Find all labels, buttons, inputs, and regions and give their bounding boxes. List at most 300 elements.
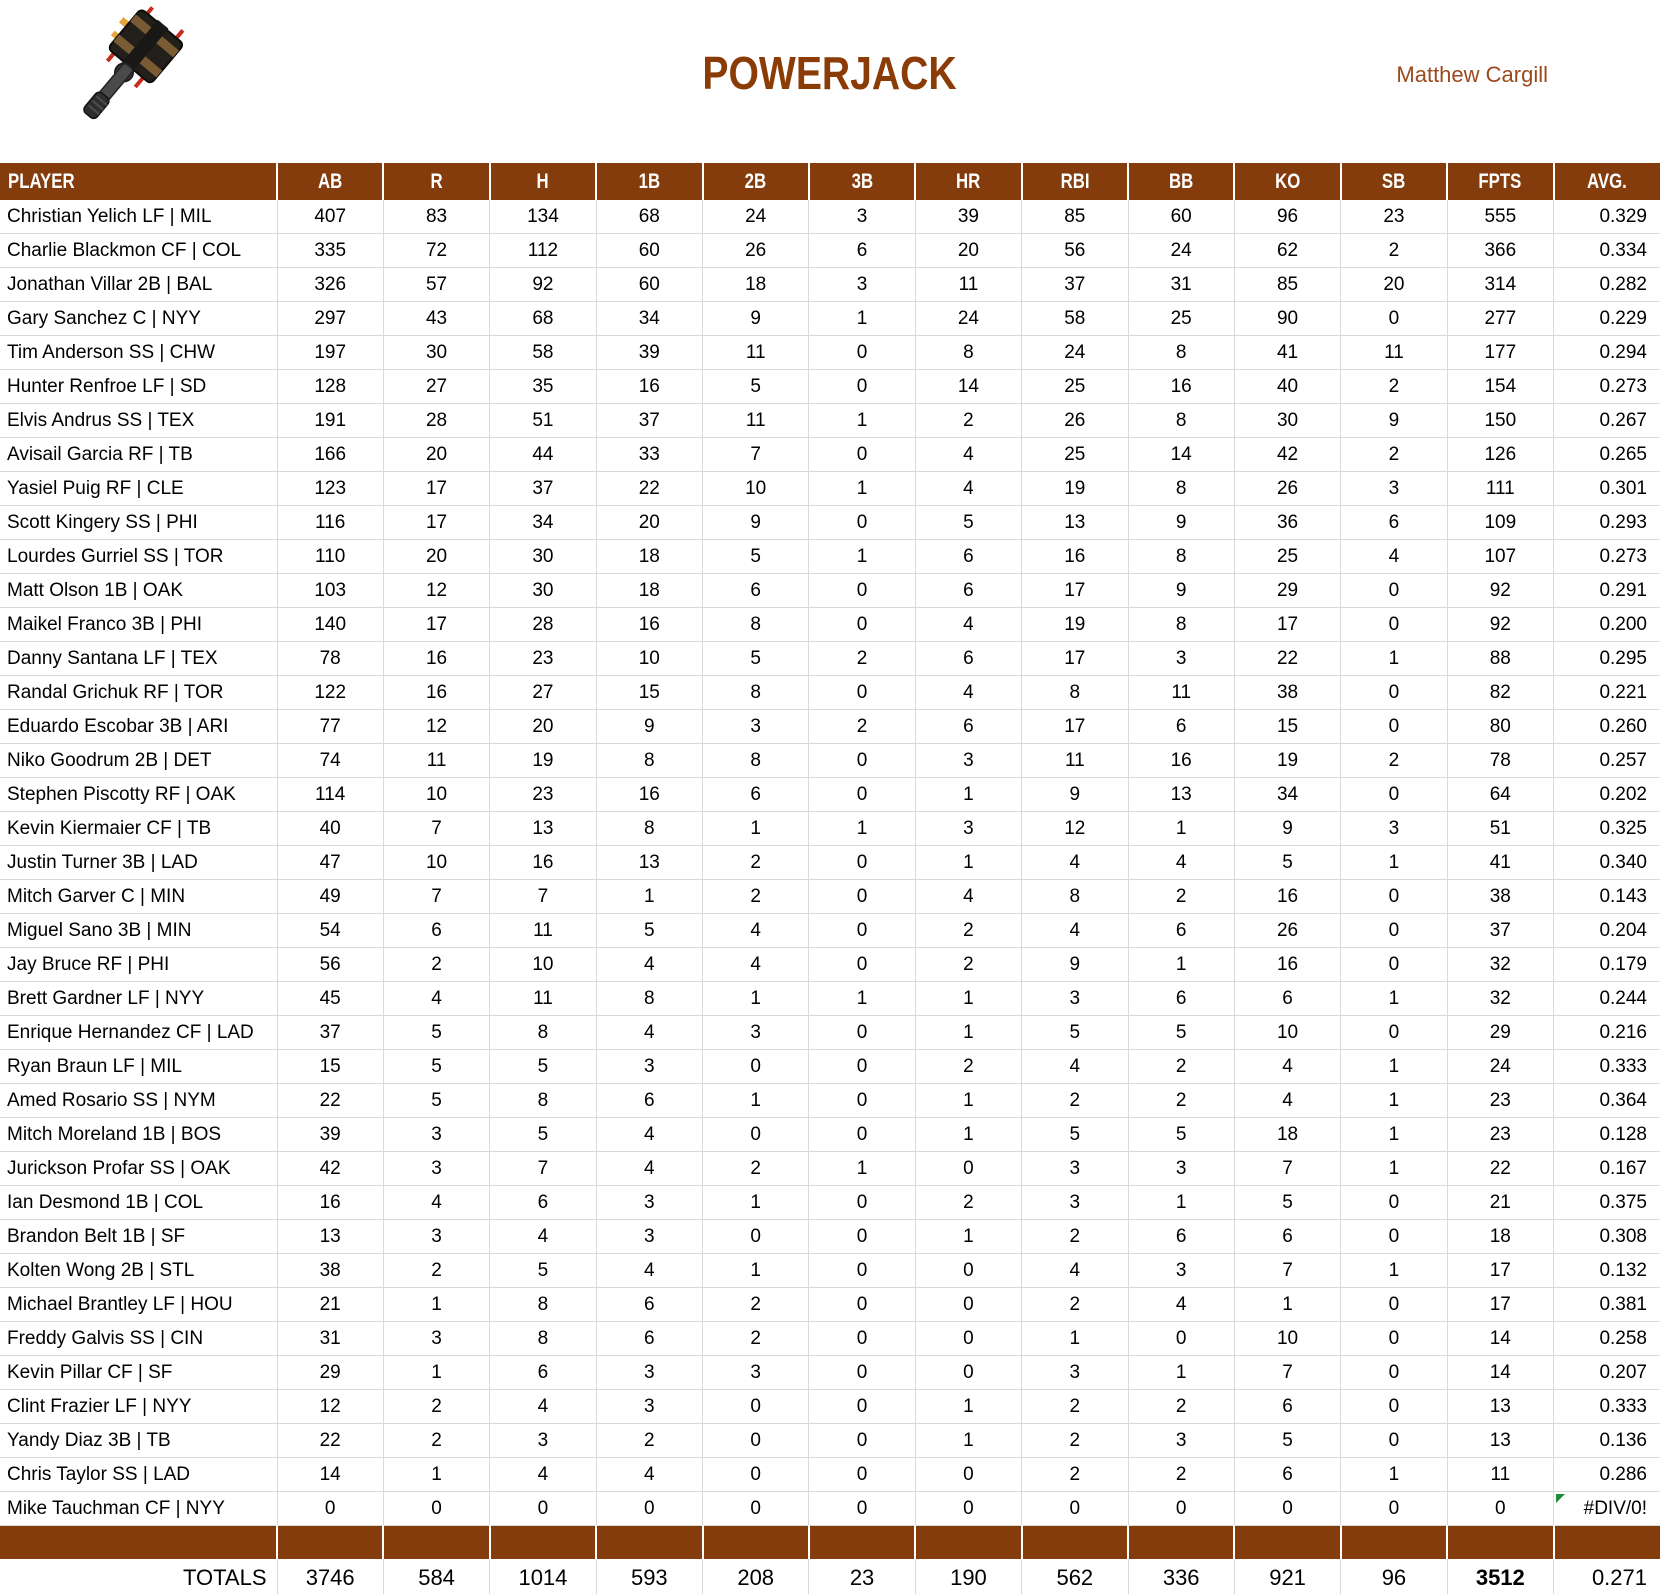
stat-cell: 2 — [703, 1322, 809, 1356]
stat-cell: 18 — [1447, 1220, 1553, 1254]
stat-cell: 12 — [383, 574, 489, 608]
stat-cell: 2 — [1341, 438, 1447, 472]
stat-cell: 17 — [1022, 710, 1128, 744]
stat-cell: 1 — [915, 1016, 1021, 1050]
table-row — [0, 846, 1660, 880]
stat-cell: 17 — [383, 608, 489, 642]
stat-cell: 123 — [277, 472, 383, 506]
stat-cell: 5 — [1022, 1118, 1128, 1152]
table-row — [0, 438, 1660, 472]
stat-cell: 1 — [915, 1220, 1021, 1254]
totals-stat-cell: 208 — [703, 1559, 809, 1594]
stat-cell: 4 — [703, 914, 809, 948]
stat-cell: 0 — [915, 1254, 1021, 1288]
stat-cell: 6 — [1128, 710, 1234, 744]
stat-cell: 8 — [1128, 608, 1234, 642]
stat-cell: 5 — [703, 540, 809, 574]
stat-cell: 5 — [1234, 1186, 1340, 1220]
table-row — [0, 1016, 1660, 1050]
stat-cell: 2 — [1128, 1390, 1234, 1424]
stat-cell: 0 — [809, 1050, 915, 1084]
stat-cell: 2 — [915, 1186, 1021, 1220]
stat-cell: 4 — [490, 1390, 596, 1424]
stat-cell: 1 — [1022, 1322, 1128, 1356]
stat-cell: 24 — [915, 302, 1021, 336]
stat-cell: 6 — [1234, 982, 1340, 1016]
stat-cell: 4 — [915, 880, 1021, 914]
stat-cell: 3 — [596, 1220, 702, 1254]
stat-cell: 8 — [596, 982, 702, 1016]
stat-cell: 14 — [915, 370, 1021, 404]
stat-cell: 3 — [596, 1050, 702, 1084]
stat-cell: 4 — [1022, 1254, 1128, 1288]
stat-cell: 4 — [703, 948, 809, 982]
stat-cell: 0.294 — [1554, 336, 1660, 370]
stat-cell: 51 — [1447, 812, 1553, 846]
stat-cell: 0 — [809, 846, 915, 880]
player-name-cell: Kevin Pillar CF | SF — [0, 1356, 277, 1390]
stat-cell: 0.291 — [1554, 574, 1660, 608]
stat-cell: 0 — [1341, 880, 1447, 914]
stat-cell: 107 — [1447, 540, 1553, 574]
table-row — [0, 608, 1660, 642]
stat-cell: 39 — [277, 1118, 383, 1152]
stat-cell: 4 — [596, 1016, 702, 1050]
player-name-cell: Matt Olson 1B | OAK — [0, 574, 277, 608]
stat-cell: 24 — [703, 200, 809, 234]
stat-cell: 0.216 — [1554, 1016, 1660, 1050]
stat-cell: 25 — [1022, 438, 1128, 472]
stat-cell: 26 — [1234, 472, 1340, 506]
stat-cell: 6 — [596, 1322, 702, 1356]
stat-cell: 326 — [277, 268, 383, 302]
stat-cell: 0 — [277, 1492, 383, 1526]
stat-cell: 0 — [1341, 1424, 1447, 1458]
stat-cell: 38 — [1447, 880, 1553, 914]
stat-cell: 6 — [1234, 1390, 1340, 1424]
stat-cell: 3 — [1341, 472, 1447, 506]
separator-cell — [0, 1526, 277, 1560]
stat-cell: 10 — [1234, 1322, 1340, 1356]
stat-cell: 12 — [277, 1390, 383, 1424]
stat-cell: 0.282 — [1554, 268, 1660, 302]
column-header-label: 3B — [851, 169, 873, 193]
stat-cell: 31 — [277, 1322, 383, 1356]
stat-cell: 8 — [703, 608, 809, 642]
player-name-cell: Brett Gardner LF | NYY — [0, 982, 277, 1016]
stat-cell: 6 — [915, 574, 1021, 608]
stat-cell: 7 — [703, 438, 809, 472]
stat-cell: 3 — [809, 200, 915, 234]
stat-cell: 3 — [383, 1118, 489, 1152]
stat-cell: 8 — [1022, 880, 1128, 914]
table-row — [0, 1322, 1660, 1356]
table-row — [0, 506, 1660, 540]
stat-cell: 8 — [915, 336, 1021, 370]
totals-stat-cell: 0.271 — [1554, 1559, 1660, 1594]
stat-cell: 16 — [596, 608, 702, 642]
stat-cell: 0 — [1341, 302, 1447, 336]
stat-cell: 0 — [809, 1254, 915, 1288]
stat-cell: 8 — [596, 812, 702, 846]
stat-cell: 9 — [1128, 506, 1234, 540]
column-header-label: PLAYER — [8, 169, 75, 193]
stat-cell: 7 — [1234, 1356, 1340, 1390]
stat-cell: 0.244 — [1554, 982, 1660, 1016]
column-header-hr — [915, 163, 1021, 200]
stat-cell: 4 — [596, 1254, 702, 1288]
stat-cell: 17 — [383, 506, 489, 540]
table-row — [0, 302, 1660, 336]
stat-cell: 0 — [915, 1356, 1021, 1390]
player-name-cell: Scott Kingery SS | PHI — [0, 506, 277, 540]
stat-cell: 5 — [1022, 1016, 1128, 1050]
stat-cell: 3 — [1022, 982, 1128, 1016]
stat-cell: 8 — [490, 1084, 596, 1118]
stat-cell: 16 — [1234, 880, 1340, 914]
stat-cell: 0 — [1128, 1322, 1234, 1356]
player-name-cell: Mike Tauchman CF | NYY — [0, 1492, 277, 1526]
stat-cell: 24 — [1447, 1050, 1553, 1084]
stat-cell: 10 — [1234, 1016, 1340, 1050]
stat-cell: 0.136 — [1554, 1424, 1660, 1458]
stat-cell: 26 — [1022, 404, 1128, 438]
player-name-cell: Charlie Blackmon CF | COL — [0, 234, 277, 268]
stat-cell: 8 — [1128, 336, 1234, 370]
stat-cell: 11 — [490, 982, 596, 1016]
stat-cell: 16 — [383, 642, 489, 676]
stat-cell: 18 — [596, 540, 702, 574]
column-header-label: SB — [1382, 169, 1406, 193]
column-header-label: R — [430, 169, 443, 193]
stat-cell: 0.267 — [1554, 404, 1660, 438]
stat-cell: 35 — [490, 370, 596, 404]
stat-cell: 0.308 — [1554, 1220, 1660, 1254]
stat-cell: 0 — [915, 1458, 1021, 1492]
stat-cell: 47 — [277, 846, 383, 880]
stat-cell: 22 — [277, 1424, 383, 1458]
separator-cell — [596, 1526, 702, 1560]
stat-cell: 56 — [277, 948, 383, 982]
stat-cell: #DIV/0! — [1554, 1492, 1660, 1526]
player-name-cell: Lourdes Gurriel SS | TOR — [0, 540, 277, 574]
stat-cell: 72 — [383, 234, 489, 268]
table-row — [0, 710, 1660, 744]
stat-cell: 6 — [383, 914, 489, 948]
player-name-cell: Justin Turner 3B | LAD — [0, 846, 277, 880]
player-name-cell: Amed Rosario SS | NYM — [0, 1084, 277, 1118]
stat-cell: 8 — [703, 676, 809, 710]
stat-cell: 4 — [596, 1152, 702, 1186]
stat-cell: 0 — [809, 778, 915, 812]
stat-cell: 19 — [1234, 744, 1340, 778]
stat-cell: 23 — [1341, 200, 1447, 234]
column-header-label: KO — [1274, 169, 1301, 193]
stat-cell: 64 — [1447, 778, 1553, 812]
stat-cell: 22 — [1447, 1152, 1553, 1186]
stat-cell: 14 — [1447, 1322, 1553, 1356]
totals-stat-cell: 3746 — [277, 1559, 383, 1594]
stat-cell: 0 — [1341, 1492, 1447, 1526]
stat-cell: 0 — [1341, 1356, 1447, 1390]
separator-cell — [383, 1526, 489, 1560]
separator-cell — [1022, 1526, 1128, 1560]
totals-stat-cell: 921 — [1234, 1559, 1340, 1594]
table-row — [0, 914, 1660, 948]
table-row — [0, 1458, 1660, 1492]
stat-cell: 0 — [915, 1322, 1021, 1356]
stat-cell: 10 — [703, 472, 809, 506]
stat-cell: 0 — [809, 506, 915, 540]
stat-cell: 54 — [277, 914, 383, 948]
stat-cell: 0 — [809, 880, 915, 914]
stat-cell: 16 — [383, 676, 489, 710]
player-name-cell: Tim Anderson SS | CHW — [0, 336, 277, 370]
stat-cell: 57 — [383, 268, 489, 302]
stat-cell: 0 — [703, 1050, 809, 1084]
stat-cell: 2 — [1022, 1458, 1128, 1492]
player-rows — [0, 200, 1660, 1594]
stat-cell: 1 — [809, 982, 915, 1016]
stat-cell: 96 — [1234, 200, 1340, 234]
stat-cell: 23 — [1447, 1118, 1553, 1152]
stat-cell: 9 — [1234, 812, 1340, 846]
table-row — [0, 200, 1660, 234]
table-row — [0, 744, 1660, 778]
column-header-h — [490, 163, 596, 200]
stat-cell: 4 — [596, 1458, 702, 1492]
stat-cell: 177 — [1447, 336, 1553, 370]
stat-cell: 154 — [1447, 370, 1553, 404]
stat-cell: 41 — [1447, 846, 1553, 880]
stat-cell: 3 — [1341, 812, 1447, 846]
stat-cell: 0 — [809, 948, 915, 982]
stat-cell: 110 — [277, 540, 383, 574]
player-name-cell: Brandon Belt 1B | SF — [0, 1220, 277, 1254]
stat-cell: 6 — [915, 642, 1021, 676]
stat-cell: 21 — [277, 1288, 383, 1322]
stat-cell: 0.334 — [1554, 234, 1660, 268]
stat-cell: 2 — [1128, 1084, 1234, 1118]
stat-cell: 29 — [277, 1356, 383, 1390]
stat-cell: 0.229 — [1554, 302, 1660, 336]
separator-cell — [703, 1526, 809, 1560]
stat-cell: 3 — [383, 1220, 489, 1254]
stat-cell: 1 — [1341, 1152, 1447, 1186]
stat-cell: 0 — [915, 1152, 1021, 1186]
stat-cell: 2 — [915, 914, 1021, 948]
stat-cell: 15 — [596, 676, 702, 710]
stat-cell: 0 — [703, 1220, 809, 1254]
column-header-fpts — [1447, 163, 1553, 200]
stat-cell: 0.301 — [1554, 472, 1660, 506]
stat-cell: 31 — [1128, 268, 1234, 302]
stat-cell: 1 — [1234, 1288, 1340, 1322]
stat-cell: 126 — [1447, 438, 1553, 472]
stat-cell: 1 — [703, 982, 809, 1016]
totals-stat-cell: 3512 — [1447, 1559, 1553, 1594]
table-row — [0, 234, 1660, 268]
stat-cell: 2 — [1022, 1424, 1128, 1458]
stat-cell: 22 — [1234, 642, 1340, 676]
stat-cell: 5 — [490, 1050, 596, 1084]
player-name-cell: Kevin Kiermaier CF | TB — [0, 812, 277, 846]
column-header-1b — [596, 163, 702, 200]
stat-cell: 0 — [1341, 1322, 1447, 1356]
player-name-cell: Jay Bruce RF | PHI — [0, 948, 277, 982]
stat-cell: 7 — [490, 880, 596, 914]
column-header-rbi — [1022, 163, 1128, 200]
totals-stat-cell: 593 — [596, 1559, 702, 1594]
stat-cell: 7 — [383, 812, 489, 846]
stat-cell: 13 — [490, 812, 596, 846]
stat-cell: 0 — [809, 370, 915, 404]
stat-cell: 2 — [1022, 1288, 1128, 1322]
table-row — [0, 540, 1660, 574]
stat-cell: 3 — [703, 710, 809, 744]
stat-cell: 0.202 — [1554, 778, 1660, 812]
stat-cell: 2 — [383, 1424, 489, 1458]
totals-stat-cell: 96 — [1341, 1559, 1447, 1594]
stat-cell: 366 — [1447, 234, 1553, 268]
stat-cell: 16 — [1234, 948, 1340, 982]
stat-cell: 92 — [1447, 608, 1553, 642]
stat-cell: 78 — [1447, 744, 1553, 778]
stat-cell: 8 — [490, 1322, 596, 1356]
stat-cell: 8 — [1128, 540, 1234, 574]
stat-cell: 2 — [703, 1288, 809, 1322]
totals-stat-cell: 336 — [1128, 1559, 1234, 1594]
stat-cell: 0 — [915, 1288, 1021, 1322]
stat-cell: 140 — [277, 608, 383, 642]
stat-cell: 0.273 — [1554, 540, 1660, 574]
stat-cell: 0.325 — [1554, 812, 1660, 846]
stat-cell: 10 — [383, 778, 489, 812]
stat-cell: 6 — [809, 234, 915, 268]
stat-cell: 26 — [703, 234, 809, 268]
stat-cell: 4 — [1022, 846, 1128, 880]
stat-cell: 0.265 — [1554, 438, 1660, 472]
stat-cell: 0 — [1341, 948, 1447, 982]
player-name-cell: Clint Frazier LF | NYY — [0, 1390, 277, 1424]
stat-cell: 42 — [1234, 438, 1340, 472]
stat-cell: 16 — [277, 1186, 383, 1220]
stat-cell: 197 — [277, 336, 383, 370]
stat-cell: 37 — [490, 472, 596, 506]
player-name-cell: Randal Grichuk RF | TOR — [0, 676, 277, 710]
player-name-cell: Enrique Hernandez CF | LAD — [0, 1016, 277, 1050]
stat-cell: 8 — [1128, 472, 1234, 506]
stat-cell: 56 — [1022, 234, 1128, 268]
stat-cell: 4 — [915, 608, 1021, 642]
stat-cell: 4 — [1128, 1288, 1234, 1322]
stat-cell: 32 — [1447, 948, 1553, 982]
stat-cell: 6 — [703, 778, 809, 812]
stat-cell: 0 — [383, 1492, 489, 1526]
column-header-r — [383, 163, 489, 200]
player-name-cell: Stephen Piscotty RF | OAK — [0, 778, 277, 812]
stat-cell: 2 — [1341, 234, 1447, 268]
stat-cell: 1 — [915, 1390, 1021, 1424]
player-name-cell: Mitch Garver C | MIN — [0, 880, 277, 914]
stat-cell: 2 — [1128, 880, 1234, 914]
stat-cell: 0 — [490, 1492, 596, 1526]
stat-cell: 0 — [703, 1390, 809, 1424]
stat-cell: 1 — [1341, 846, 1447, 880]
stat-cell: 0 — [809, 1322, 915, 1356]
stat-cell: 111 — [1447, 472, 1553, 506]
stat-cell: 17 — [383, 472, 489, 506]
stat-cell: 3 — [596, 1186, 702, 1220]
stat-cell: 16 — [596, 778, 702, 812]
stat-cell: 4 — [1234, 1084, 1340, 1118]
stat-cell: 4 — [490, 1458, 596, 1492]
stat-cell: 1 — [915, 982, 1021, 1016]
stat-cell: 0 — [809, 1492, 915, 1526]
stat-cell: 8 — [703, 744, 809, 778]
stat-cell: 29 — [1234, 574, 1340, 608]
stat-cell: 20 — [596, 506, 702, 540]
stat-cell: 23 — [1447, 1084, 1553, 1118]
stat-cell: 1 — [1341, 1084, 1447, 1118]
stat-cell: 0.333 — [1554, 1050, 1660, 1084]
stat-cell: 13 — [1447, 1424, 1553, 1458]
stat-cell: 112 — [490, 234, 596, 268]
stat-cell: 2 — [1022, 1084, 1128, 1118]
table-row — [0, 1424, 1660, 1458]
stat-cell: 13 — [1128, 778, 1234, 812]
stat-cell: 13 — [1447, 1390, 1553, 1424]
stat-cell: 12 — [383, 710, 489, 744]
stat-cell: 2 — [1128, 1458, 1234, 1492]
table-row — [0, 472, 1660, 506]
column-header-label: AB — [318, 169, 343, 193]
stat-cell: 37 — [277, 1016, 383, 1050]
stat-cell: 0 — [1341, 710, 1447, 744]
stat-cell: 13 — [1022, 506, 1128, 540]
stat-cell: 19 — [490, 744, 596, 778]
table-row — [0, 1084, 1660, 1118]
stat-cell: 4 — [1234, 1050, 1340, 1084]
stat-cell: 3 — [1022, 1356, 1128, 1390]
totals-stat-cell: 1014 — [490, 1559, 596, 1594]
totals-label: TOTALS — [0, 1559, 277, 1594]
stat-cell: 2 — [1022, 1390, 1128, 1424]
stat-cell: 0 — [809, 1424, 915, 1458]
stat-cell: 77 — [277, 710, 383, 744]
player-name-cell: Yandy Diaz 3B | TB — [0, 1424, 277, 1458]
stat-cell: 28 — [490, 608, 596, 642]
stat-cell: 4 — [596, 1118, 702, 1152]
stat-cell: 20 — [490, 710, 596, 744]
stat-cell: 4 — [1341, 540, 1447, 574]
stat-cell: 0 — [809, 1016, 915, 1050]
column-header-bb — [1128, 163, 1234, 200]
stat-cell: 0 — [1341, 1186, 1447, 1220]
stat-cell: 0.333 — [1554, 1390, 1660, 1424]
column-header-label: FPTS — [1478, 169, 1522, 193]
stat-cell: 0 — [703, 1118, 809, 1152]
column-header-sb — [1341, 163, 1447, 200]
stat-cell: 7 — [383, 880, 489, 914]
stat-cell: 1 — [703, 812, 809, 846]
stat-cell: 0 — [596, 1492, 702, 1526]
stat-cell: 17 — [1234, 608, 1340, 642]
stat-cell: 20 — [1341, 268, 1447, 302]
stat-cell: 0 — [1341, 574, 1447, 608]
stat-cell: 16 — [1022, 540, 1128, 574]
stat-cell: 2 — [1341, 370, 1447, 404]
